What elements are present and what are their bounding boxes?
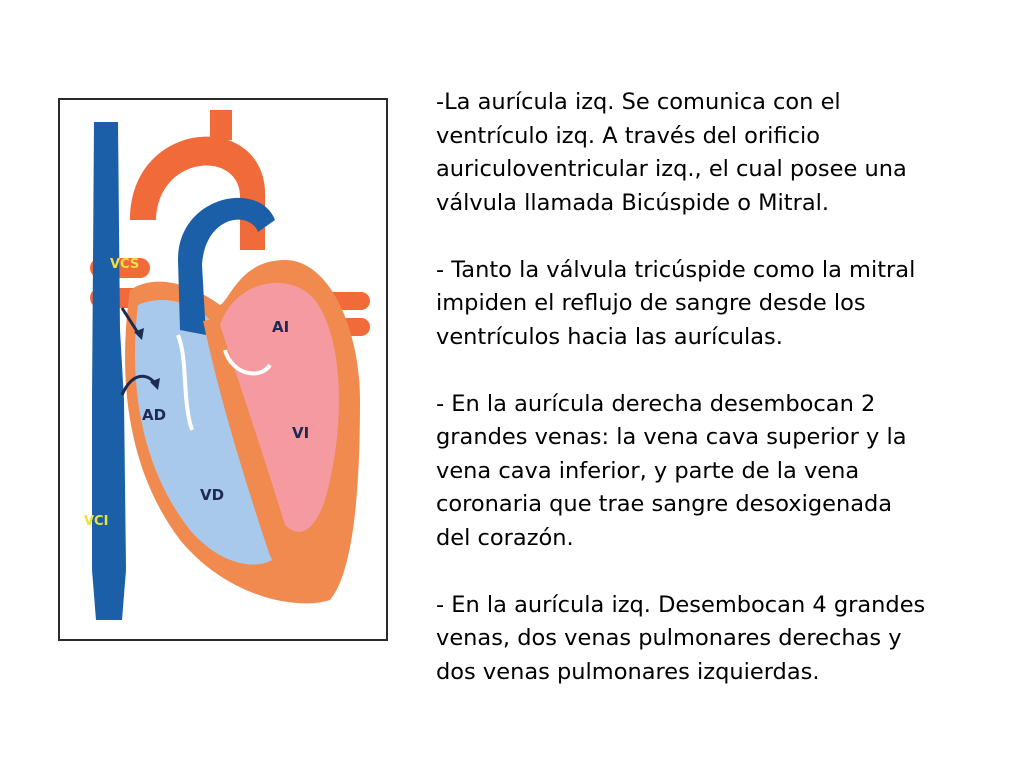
label-ai: AI [272, 318, 290, 336]
label-vcs: VCS [110, 257, 140, 272]
aorta-branch [210, 110, 232, 140]
label-ad: AD [142, 406, 167, 424]
label-vci: VCI [84, 514, 109, 529]
paragraph-left-atrium-veins: - En la aurícula izq. Desembocan 4 grandes venas, dos venas pulmonares derechas y dos venas pulmonares izquierdas. [436, 591, 926, 685]
paragraph-mitral-valve: -La aurícula izq. Se comunica con el ventrículo izq. A través del orificio auriculoventricular izq., el cual posee una válvula llamada Bicúspide o Mitral. [436, 89, 907, 216]
paragraph-right-atrium-veins: - En la aurícula derecha desembocan 2 grandes venas: la vena cava superior y la vena cava inferior, y parte de la vena coronaria que trae sangre desoxigenada del corazón. [436, 390, 907, 551]
label-vd: VD [200, 486, 225, 504]
heart-diagram [60, 100, 386, 639]
text-column [436, 86, 996, 689]
vena-cava [92, 122, 126, 620]
heart-diagram-frame [58, 98, 388, 641]
paragraph-valves-reflux: - Tanto la válvula tricúspide como la mitral impiden el reflujo de sangre desde los ventrículos hacia las aurículas. [436, 256, 916, 350]
label-vi: VI [292, 424, 310, 442]
